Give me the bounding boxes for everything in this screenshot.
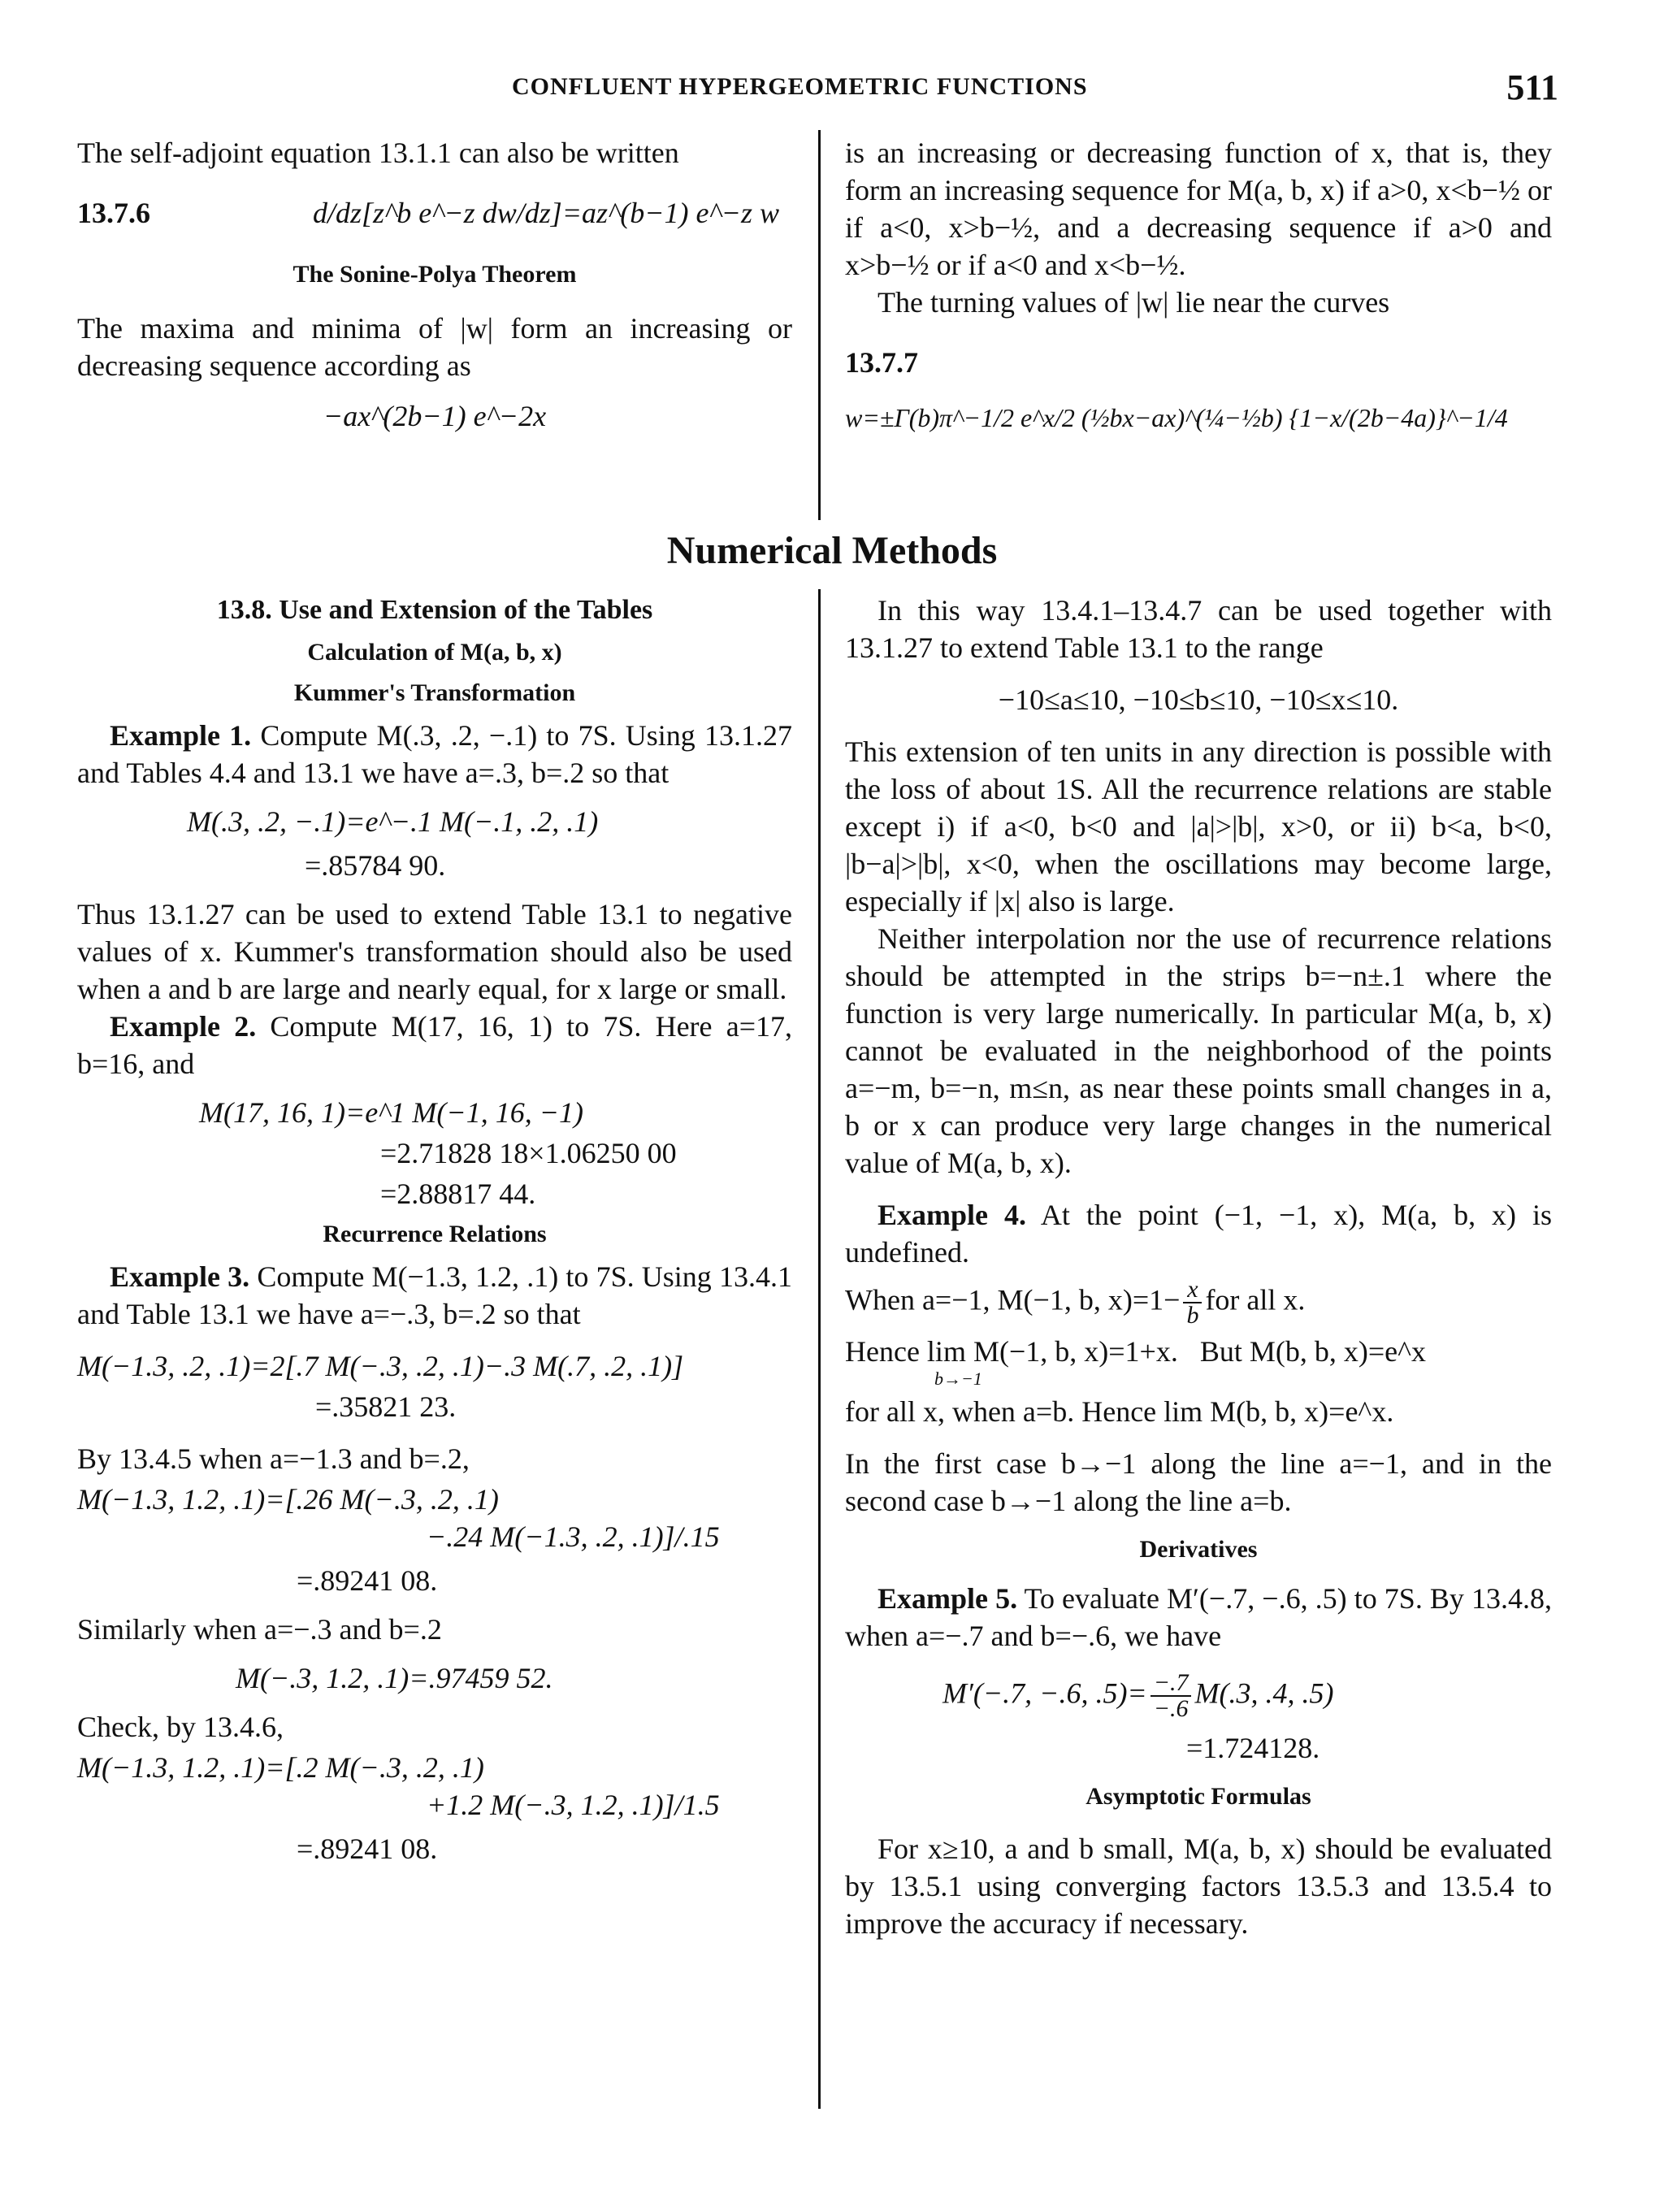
example-4-when-text: When a=−1, M(−1, b, x)=1−	[845, 1283, 1181, 1316]
running-title: CONFLUENT HYPERGEOMETRIC FUNCTIONS	[512, 73, 1088, 100]
fraction-numerator: −.7	[1150, 1671, 1192, 1697]
example-1-label: Example 1.	[110, 719, 252, 752]
example-3-equation-1: M(−1.3, .2, .1)=2[.7 M(−.3, .2, .1)−.3 M(.7, .2, .1)]	[77, 1350, 684, 1382]
x-over-b-fraction	[1183, 1277, 1202, 1328]
section-title: Numerical Methods	[666, 529, 998, 572]
example-5-label: Example 5.	[878, 1582, 1018, 1615]
page-number: 511	[1506, 67, 1558, 107]
example-4-label: Example 4.	[878, 1199, 1026, 1231]
left-top-column	[77, 134, 792, 435]
example-4-text: At the point (−1, −1, x), M(a, b, x) is undefined.	[845, 1199, 1552, 1269]
example-3-equation-5c: =.89241 08.	[297, 1832, 438, 1865]
example-3-equation-3a: M(−1.3, 1.2, .1)=[.26 M(−.3, .2, .1)	[77, 1483, 499, 1516]
example-3	[77, 1258, 792, 1333]
example-5	[845, 1580, 1552, 1655]
thus-paragraph: Thus 13.1.27 can be used to extend Table 13.1 to negative values of x. Kummer's transformation should also be used when a and b are large and nearly equal, for x large or small.	[77, 898, 792, 1005]
example-3-equation-3b: −.24 M(−1.3, .2, .1)]/.15	[427, 1520, 720, 1553]
example-1-text: Compute M(.3, .2, −.1) to 7S. Using 13.1.27 and Tables 4.4 and 13.1 we have a=.3, b=.2 so that	[77, 719, 792, 789]
example-3-equation-2: =.35821 23.	[315, 1390, 457, 1423]
minus-7-over-minus-6-fraction	[1150, 1671, 1192, 1721]
right-paragraph-1: In this way 13.4.1–13.4.7 can be used together with 13.1.27 to extend Table 13.1 to the range	[845, 594, 1552, 664]
similarly-text: Similarly when a=−.3 and b=.2	[77, 1613, 442, 1646]
example-5-equation-2: =1.724128.	[1186, 1732, 1320, 1764]
by-13-4-5: By 13.4.5 when a=−1.3 and b=.2,	[77, 1442, 470, 1475]
example-5-equation-1	[942, 1671, 1552, 1721]
example-3-equation-3c: =.89241 08.	[297, 1564, 438, 1597]
column-divider-bottom	[818, 589, 821, 2109]
example-2-equation-1: M(17, 16, 1)=e^1 M(−1, 16, −1)	[199, 1096, 583, 1129]
equation-13-7-7-number: 13.7.7	[845, 346, 918, 379]
sonine-polya-heading: The Sonine-Polya Theorem	[292, 261, 577, 288]
asymptotic-heading: Asymptotic Formulas	[1086, 1783, 1311, 1810]
column-divider-top	[818, 130, 821, 520]
example-3-equation-5a: M(−1.3, 1.2, .1)=[.2 M(−.3, .2, .1)	[77, 1751, 484, 1784]
right-paragraph-3: Neither interpolation nor the use of recurrence relations should be attempted in the strips b=−n±.1 where the function is very large numerically. In particular M(a, b, x) cannot be evaluated in the neighborhood of the points a=−m, b=−n, m≤n, as near these points small changes in a, b or x can produce very large changes in the numerical value of M(a, b, x).	[845, 922, 1552, 1179]
example-2-label: Example 2.	[110, 1010, 257, 1043]
example-4-but-text: But M(b, b, x)=e^x	[1199, 1335, 1427, 1368]
derivatives-heading: Derivatives	[1139, 1536, 1258, 1563]
equation-13-7-7: w=±Γ(b)π^−1/2 e^x/2 (½bx−ax)^(¼−½b) {1−x/(2b−4a)}^−1/4	[845, 403, 1508, 432]
example-4-when	[845, 1277, 1552, 1328]
example-4	[845, 1196, 1552, 1271]
right-top-paragraph-1: is an increasing or decreasing function of x, that is, they form an increasing sequence for M(a, b, x) if a>0, x<b−½ or if a<0, x>b−½, and a decreasing sequence if a>0 and x>b−½ or if a<0 and x<b−½.	[845, 137, 1552, 281]
check-text: Check, by 13.4.6,	[77, 1711, 284, 1743]
sonine-polya-expression: −ax^(2b−1) e^−2x	[323, 400, 547, 432]
example-5-rhs: M(.3, .4, .5)	[1194, 1676, 1334, 1710]
left-column	[77, 592, 792, 1867]
right-top-column	[845, 134, 1552, 436]
range-expression: −10≤a≤10, −10≤b≤10, −10≤x≤10.	[998, 683, 1399, 716]
example-3-equation-5b: +1.2 M(−.3, 1.2, .1)]/1.5	[427, 1789, 720, 1821]
fraction-numerator: x	[1183, 1277, 1202, 1303]
example-4-last: In the first case b→−1 along the line a=−1, and in the second case b→−1 along the line a=b.	[845, 1447, 1552, 1517]
example-3-text: Compute M(−1.3, 1.2, .1) to 7S. Using 13.4.1 and Table 13.1 we have a=−.3, b=.2 so that	[77, 1260, 792, 1330]
right-top-paragraph-2: The turning values of |w| lie near the curves	[878, 286, 1390, 319]
example-4-line-3: for all x, when a=b. Hence lim M(b, b, x)=e^x.	[845, 1395, 1394, 1428]
equation-13-7-6	[77, 194, 792, 232]
example-5-lhs: M′(−.7, −.6, .5)=	[942, 1676, 1147, 1710]
sonine-polya-paragraph: The maxima and minima of |w| form an increasing or decreasing sequence according as	[77, 312, 792, 382]
example-5-text: To evaluate M′(−.7, −.6, .5) to 7S. By 13.4.8, when a=−.7 and b=−.6, we have	[845, 1582, 1552, 1652]
right-column	[845, 592, 1552, 1942]
example-1-equation-2: =.85784 90.	[305, 849, 446, 882]
asymptotic-paragraph: For x≥10, a and b small, M(a, b, x) should be evaluated by 13.5.1 using converging factors 13.5.3 and 13.5.4 to improve the accuracy if necessary.	[845, 1832, 1552, 1940]
recurrence-heading: Recurrence Relations	[323, 1221, 547, 1247]
example-1	[77, 717, 792, 792]
example-3-equation-4: M(−.3, 1.2, .1)=.97459 52.	[236, 1662, 553, 1694]
subsection-13-8-heading: 13.8. Use and Extension of the Tables	[216, 595, 653, 625]
example-3-label: Example 3.	[110, 1260, 250, 1293]
kummer-heading: Kummer's Transformation	[293, 679, 576, 706]
example-4-hence-text: Hence lim M(−1, b, x)=1+x.	[845, 1335, 1178, 1368]
example-2-equation-3: =2.88817 44.	[380, 1178, 536, 1210]
fraction-denominator: b	[1186, 1302, 1199, 1329]
equation-number: 13.7.6	[77, 197, 150, 229]
limit-subscript: b→−1	[934, 1368, 982, 1389]
right-paragraph-2: This extension of ten units in any direction is possible with the loss of about 1S. All the recurrence relations are stable except i) if a<0, b<0 and |a|>|b|, x>0, or ii) b<a, b<0, |b−a|>|b|, x<0, when the oscillations may become large, especially if |x| also is large.	[845, 735, 1552, 917]
calculation-heading: Calculation of M(a, b, x)	[307, 639, 562, 666]
left-top-paragraph: The self-adjoint equation 13.1.1 can also be written	[77, 137, 679, 169]
example-1-equation-1: M(.3, .2, −.1)=e^−.1 M(−.1, .2, .1)	[187, 805, 599, 838]
page-header	[0, 67, 1664, 115]
example-2	[77, 1008, 792, 1082]
example-2-text: Compute M(17, 16, 1) to 7S. Here a=17, b=16, and	[77, 1010, 792, 1080]
equation-body: d/dz[z^b e^−z dw/dz]=az^(b−1) e^−z w	[313, 197, 779, 229]
example-4-hence	[845, 1333, 1552, 1370]
fraction-denominator: −.6	[1153, 1695, 1189, 1722]
example-2-equation-2: =2.71828 18×1.06250 00	[380, 1137, 677, 1169]
example-4-forall: for all x.	[1205, 1283, 1306, 1316]
